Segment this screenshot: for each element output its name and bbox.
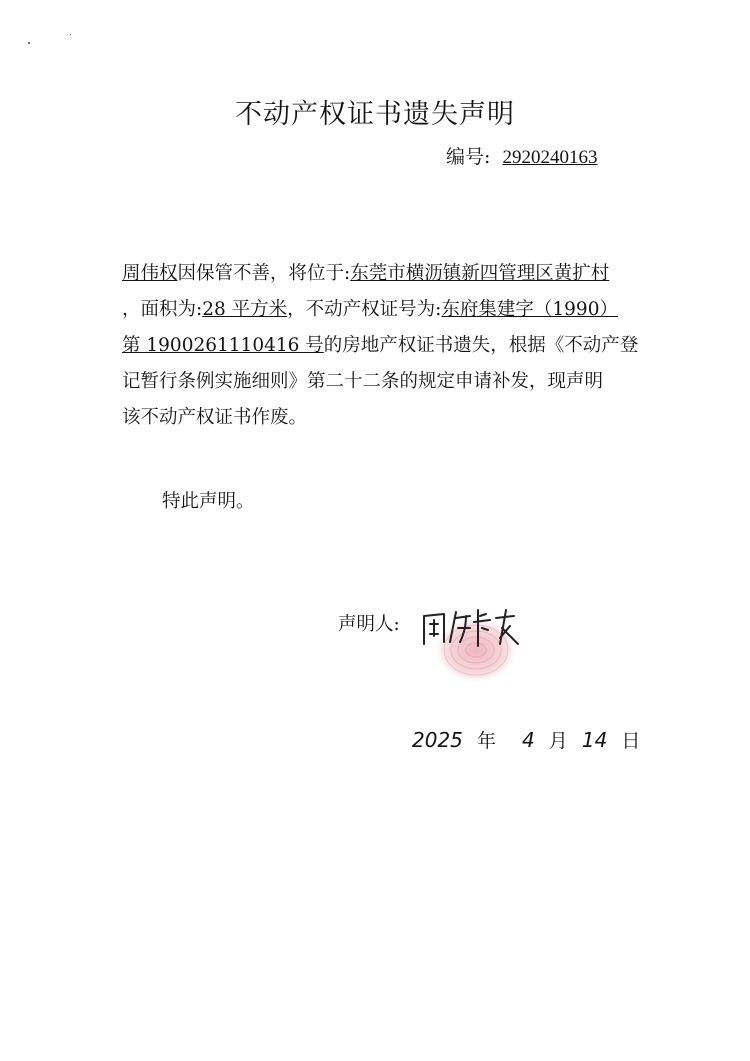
- statement-text-1: 因保管不善，将位于:: [177, 263, 351, 284]
- statement-text-4: 的房地产权证书遗失，根据《不动产登: [323, 335, 639, 356]
- date-day: 14: [581, 728, 608, 752]
- date-line: [412, 726, 648, 753]
- signature-graphic: [410, 588, 550, 698]
- scan-speck: [28, 42, 30, 44]
- owner-name: 周伟权: [122, 263, 178, 284]
- date-month-unit: 月: [548, 730, 568, 752]
- statement-line-3: [122, 328, 682, 364]
- document-number: [446, 142, 597, 169]
- statement-line-2: [122, 292, 682, 328]
- statement-line-5: 该不动产权证书作废。: [122, 407, 308, 428]
- signature-area: [410, 588, 550, 698]
- date-year-unit: 年: [476, 730, 496, 752]
- declarant-label: 声明人:: [338, 614, 400, 635]
- certificate-number: 第 1900261110416 号: [122, 335, 324, 356]
- statement-line-4: 记暂行条例实施细则》第二十二条的规定申请补发，现声明: [122, 371, 604, 392]
- statement-body: [122, 256, 682, 436]
- property-area: 28 平方米: [202, 299, 288, 320]
- property-location: 东莞市横沥镇新四管理区黄扩村: [350, 263, 610, 284]
- number-value: 2920240163: [502, 147, 598, 168]
- fingerprint-mark: [436, 618, 516, 682]
- statement-text-3: ，不动产权证号为:: [287, 299, 442, 320]
- document-title: 不动产权证书遗失声明: [235, 99, 515, 130]
- date-month: 4: [522, 728, 535, 752]
- number-label: 编号:: [446, 146, 491, 168]
- scan-speck: [70, 34, 71, 35]
- date-year: 2025: [412, 728, 463, 752]
- date-day-unit: 日: [621, 730, 641, 752]
- closing-text: 特此声明。: [162, 491, 255, 512]
- certificate-prefix: 东府集建字（1990）: [441, 299, 618, 320]
- statement-text-2: ，面积为:: [122, 299, 203, 320]
- statement-line-1: [122, 256, 682, 292]
